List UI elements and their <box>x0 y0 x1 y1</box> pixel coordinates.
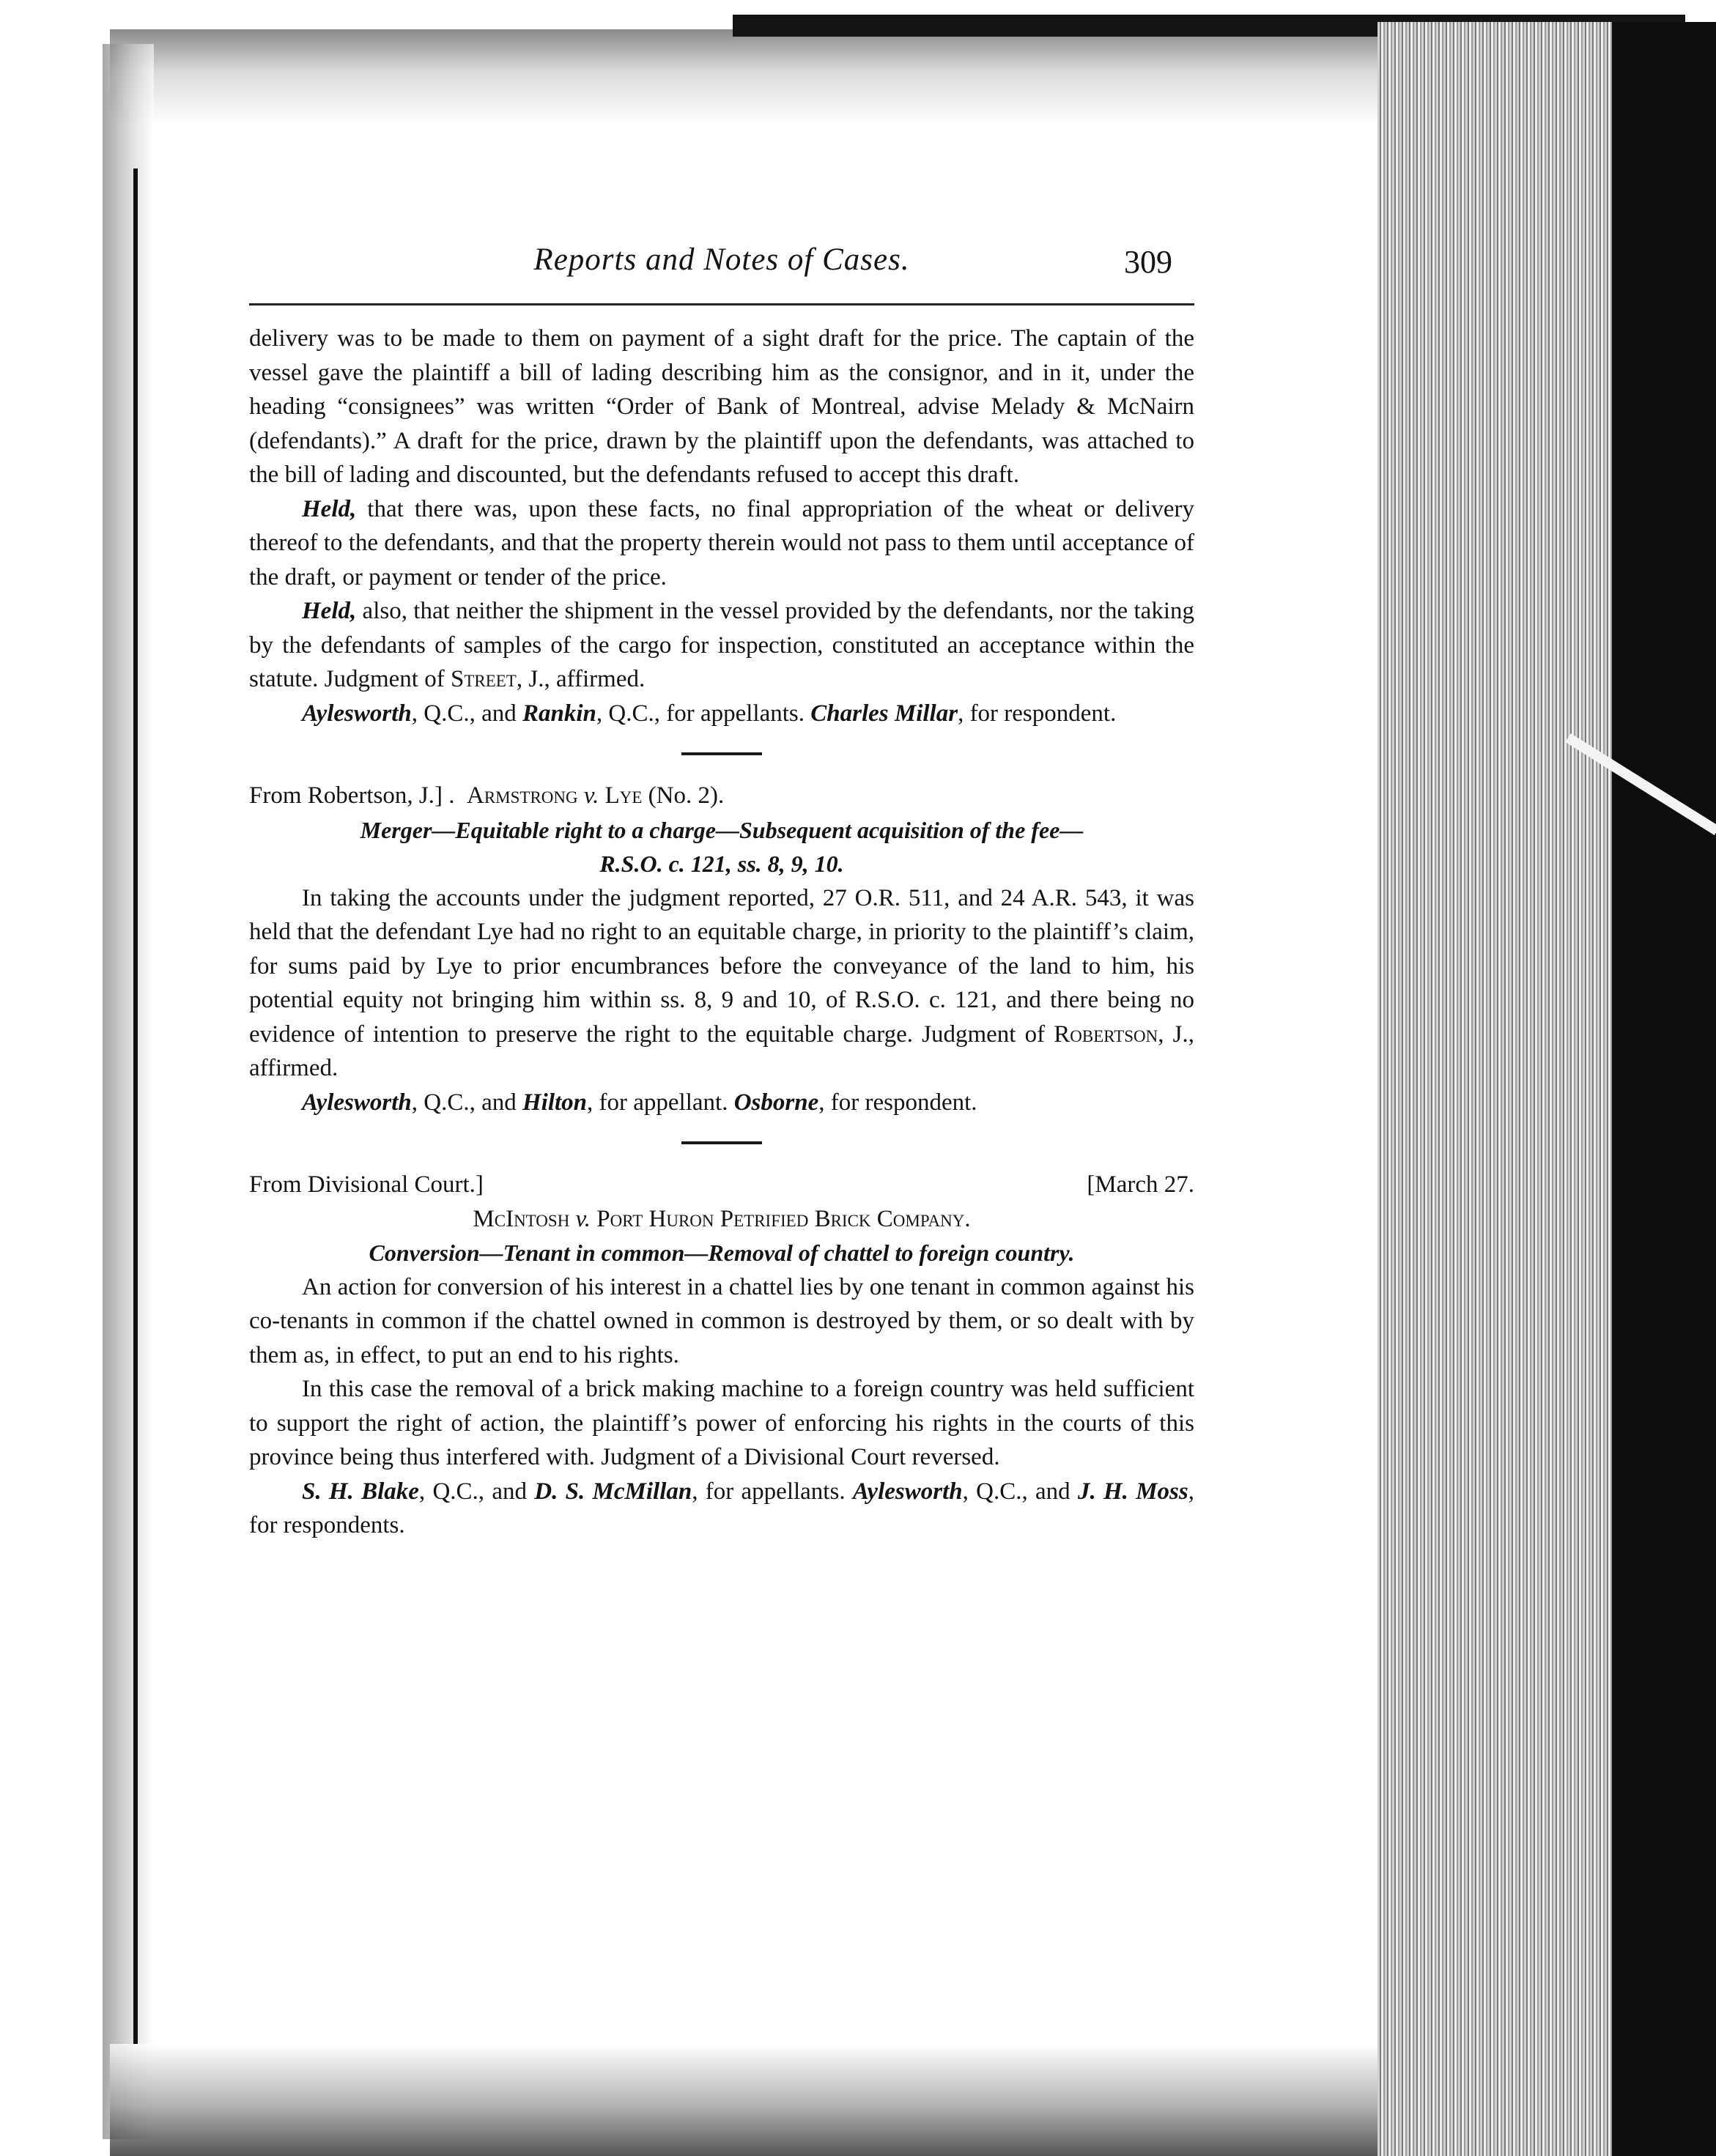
case-separator <box>681 1141 762 1144</box>
case-number: (No. 2). <box>648 782 725 809</box>
counsel-name: D. S. McMillan <box>534 1478 692 1505</box>
counsel-text: , for respondent. <box>818 1089 977 1116</box>
held-label: Held, <box>302 495 357 522</box>
counsel-text: , for respondents. <box>249 1478 1194 1538</box>
versus: v. <box>575 1205 591 1232</box>
party-name: Port Huron Petrified Brick Company. <box>596 1205 971 1232</box>
counsel-text: , Q.C., and <box>411 1089 522 1116</box>
case3-headnote: Conversion—Tenant in common—Removal of chattel to foreign country. <box>369 1240 1075 1266</box>
running-head <box>249 242 1194 296</box>
running-title: Reports and Notes of Cases. <box>533 242 910 277</box>
held-text-end: , J., affirmed. <box>516 666 646 692</box>
court-from: From Robertson, J.] . <box>249 782 455 809</box>
counsel-name: S. H. Blake <box>302 1478 419 1505</box>
case2-heading <box>249 779 1194 813</box>
case3-title <box>249 1202 1194 1237</box>
counsel-name: Aylesworth <box>302 1089 412 1116</box>
counsel-name: Hilton <box>522 1089 588 1116</box>
scan-shadow-left <box>103 44 154 2139</box>
case2-headnote-1: Merger—Equitable right to a charge—Subsequent acquisition of the fee— <box>360 816 1084 843</box>
counsel-name: Osborne <box>733 1089 819 1116</box>
case1-held-paragraph <box>249 492 1194 595</box>
page-edge-left <box>133 168 138 2044</box>
counsel-name: J. H. Moss <box>1077 1478 1188 1505</box>
scan-shadow-bottom <box>110 2044 1443 2156</box>
case2-counsel <box>249 1086 1194 1120</box>
case2-paragraph <box>249 881 1194 1086</box>
held-text: also, that neither the shipment in the vessel provided by the defendants, nor the taking by the defendants of samples of the cargo for inspection, constituted an acceptance within the statute. Judgment of <box>249 598 1194 692</box>
versus: v. <box>583 782 599 809</box>
case3-counsel <box>249 1475 1194 1543</box>
counsel-text: , for appellants. <box>692 1478 853 1505</box>
counsel-text: , Q.C., and <box>962 1478 1078 1505</box>
case3-paragraph-1: An action for conversion of his interest in a chattel lies by one tenant in common against his co-tenants in common if the chattel owned in common is destroyed by them, or so dealt with by them as, in effect, to put an end to his rights. <box>249 1273 1194 1368</box>
counsel-text: , Q.C., for appellants. <box>596 700 811 727</box>
case2-text-end: , J., affirmed. <box>249 1020 1195 1081</box>
case3-paragraph-2: In this case the removal of a brick making machine to a foreign country was held sufficient to support the right of action, the plaintiff’s power of enforcing his rights in the courts of this province being thus interfered with. Judgment of a Divisional Court reversed. <box>249 1376 1194 1470</box>
book-spine-edge <box>1612 22 1716 2156</box>
judge-name: Street <box>450 666 517 692</box>
counsel-name: Rankin <box>522 700 596 727</box>
counsel-name: Aylesworth <box>852 1478 963 1505</box>
counsel-name: Aylesworth <box>302 700 412 727</box>
case1-counsel <box>249 697 1194 731</box>
counsel-text: , Q.C., and <box>418 1478 535 1505</box>
counsel-name: Charles Millar <box>810 700 958 727</box>
counsel-text: , Q.C., and <box>411 700 522 727</box>
held-label: Held, <box>302 598 357 624</box>
page-number: 309 <box>1124 244 1172 280</box>
court-from: From Divisional Court.] <box>249 1171 484 1198</box>
case2-text: In taking the accounts under the judgment reported, 27 O.R. 511, and 24 A.R. 543, it was held that the defendant Lye had no right to an equitable charge, in priority to the plaintiff’s claim, for sums paid by Lye to prior encumbrances before the conveyance of the land to him, his potential equity not bringing him within ss. 8, 9 and 10, of R.S.O. c. 121, and there being no evidence of intention to preserve the right to the equitable charge. Judgment of <box>249 884 1194 1048</box>
case1-held-also-paragraph <box>249 594 1194 697</box>
scan-shadow-top <box>110 29 1429 125</box>
case1-paragraph-1: delivery was to be made to them on payment of a sight draft for the price. The captain of the vessel gave the plaintiff a bill of lading describing him as the consignor, and in it, under the heading “consignees” was written “Order of Bank of Montreal, advise Melady & McNairn (defendants).” A draft for the price, drawn by the plaintiff upon the defendants, was attached to the bill of lading and discounted, but the defendants refused to accept this draft. <box>249 325 1194 488</box>
party-name: Lye <box>604 782 643 809</box>
held-text: that there was, upon these facts, no final appropriation of the wheat or delivery thereof to the defendants, and that the property therein would not pass to them until acceptance of the draft, or payment or tender of the price. <box>249 495 1194 590</box>
counsel-text: , for respondent. <box>958 700 1117 727</box>
case3-heading-row <box>249 1168 1194 1202</box>
party-name: Armstrong <box>467 782 578 809</box>
page-content <box>249 242 1194 1543</box>
party-name: McIntosh <box>473 1205 570 1232</box>
header-rule <box>249 303 1194 305</box>
judge-name: Robertson <box>1054 1020 1158 1048</box>
case-separator <box>681 752 762 755</box>
counsel-text: , for appellant. <box>587 1089 734 1116</box>
case2-headnote-2: R.S.O. c. 121, ss. 8, 9, 10. <box>599 851 844 877</box>
case-date: [March 27. <box>1087 1171 1194 1198</box>
